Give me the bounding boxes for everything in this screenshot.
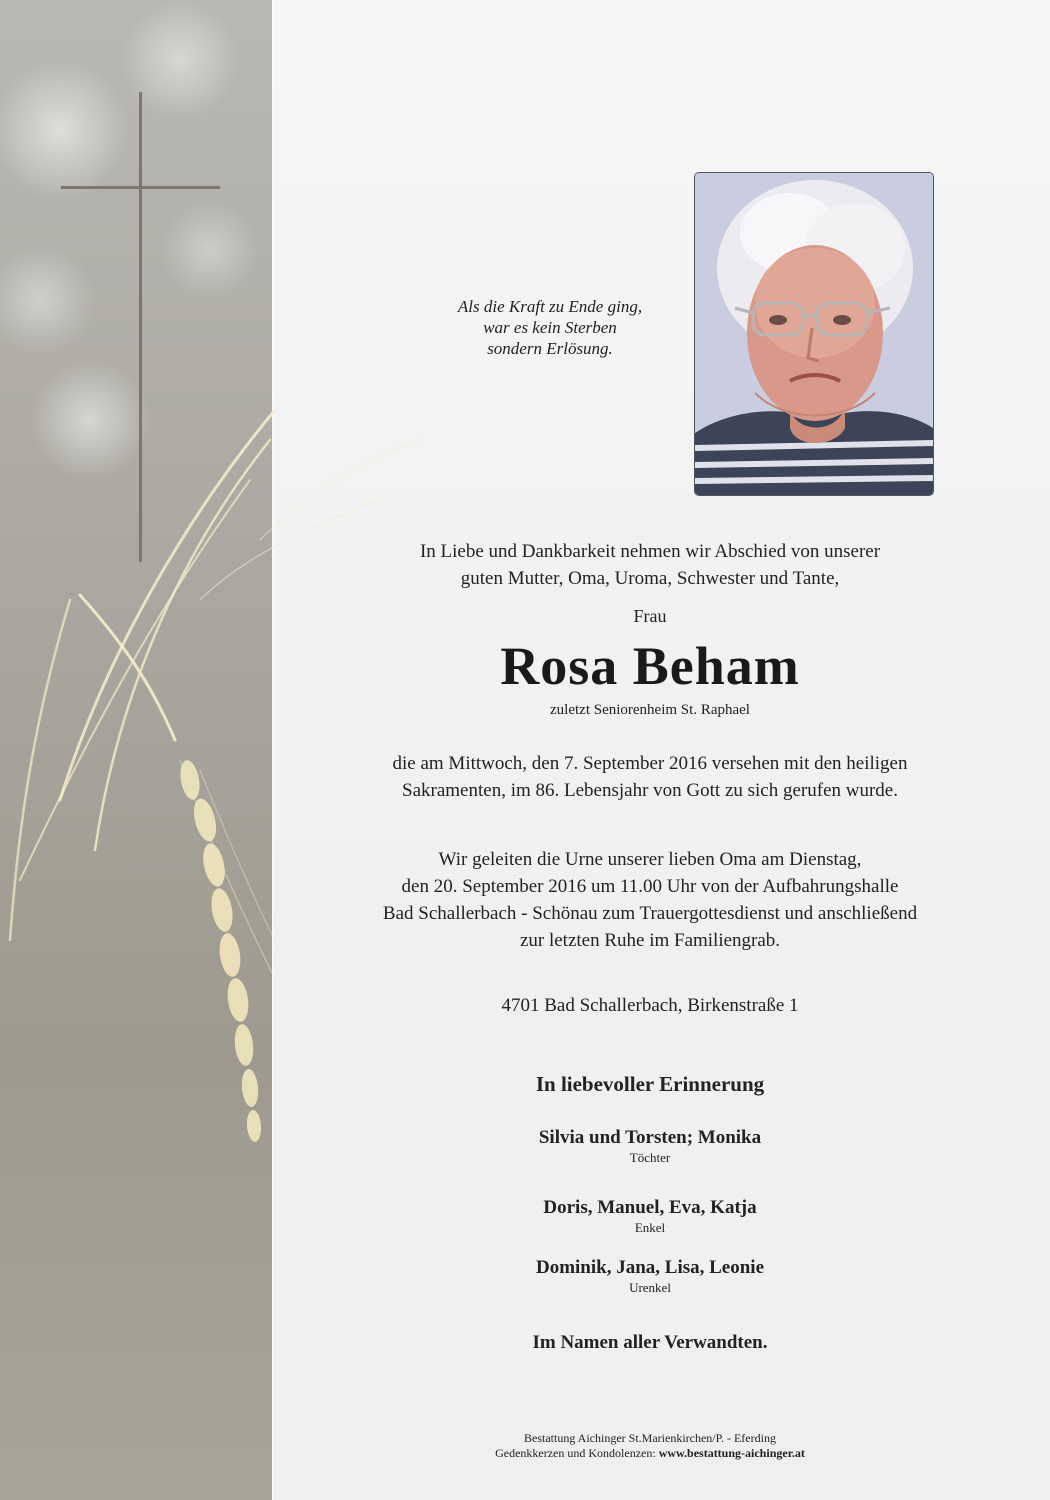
- quote-line: Als die Kraft zu Ende ging,: [457, 297, 643, 316]
- deceased-name: Rosa Beham: [500, 636, 800, 696]
- funeral-home-line: Bestattung Aichinger St.Marienkirchen/P. - Eferding: [524, 1431, 776, 1445]
- funeral-line: Wir geleiten die Urne unserer lieben Oma am Dienstag,: [438, 849, 862, 870]
- mourner-relation: Urenkel: [629, 1280, 671, 1295]
- quote-line: sondern Erlösung.: [487, 339, 613, 358]
- closing-line: Im Namen aller Verwandten.: [532, 1332, 768, 1353]
- death-notice: [300, 750, 1000, 804]
- mourner-names: Silvia und Torsten; Monika: [538, 1127, 762, 1148]
- intro-text: [300, 538, 1000, 592]
- death-notice-line: die am Mittwoch, den 7. September 2016 versehen mit den heiligen: [392, 753, 908, 774]
- portrait-photo: [694, 172, 934, 496]
- footer: [380, 1431, 920, 1461]
- mourner-relation: Enkel: [634, 1220, 666, 1235]
- mourner-group: [300, 1196, 1000, 1236]
- mourner-group: [300, 1126, 1000, 1166]
- mourner-relation: Töchter: [629, 1150, 671, 1165]
- mourner-names: Doris, Manuel, Eva, Katja: [543, 1197, 757, 1218]
- mourner-group: [300, 1256, 1000, 1296]
- condolence-label: Gedenkkerzen und Kondolenzen:: [495, 1446, 659, 1460]
- salutation: Frau: [633, 606, 667, 626]
- funeral-line: zur letzten Ruhe im Familiengrab.: [519, 930, 781, 951]
- funeral-line: Bad Schallerbach - Schönau zum Trauergottesdienst und anschließend: [382, 903, 918, 924]
- last-residence: zuletzt Seniorenheim St. Raphael: [550, 702, 750, 718]
- intro-line: guten Mutter, Oma, Uroma, Schwester und Tante,: [460, 568, 840, 589]
- intro-line: In Liebe und Dankbarkeit nehmen wir Abschied von unserer: [419, 541, 881, 562]
- mourner-names: Dominik, Jana, Lisa, Leonie: [535, 1257, 765, 1278]
- condolence-line: [380, 1446, 920, 1461]
- memory-heading: In liebevoller Erinnerung: [535, 1072, 765, 1096]
- family-address: 4701 Bad Schallerbach, Birkenstraße 1: [501, 995, 799, 1016]
- funeral-line: den 20. September 2016 um 11.00 Uhr von der Aufbahrungshalle: [401, 876, 899, 897]
- condolence-link[interactable]: www.bestattung-aichinger.at: [658, 1446, 805, 1460]
- funeral-details: [300, 846, 1000, 954]
- quote-line: war es kein Sterben: [483, 318, 617, 337]
- memorial-quote: [380, 296, 720, 359]
- death-notice-line: Sakramenten, im 86. Lebensjahr von Gott zu sich gerufen wurde.: [402, 780, 898, 801]
